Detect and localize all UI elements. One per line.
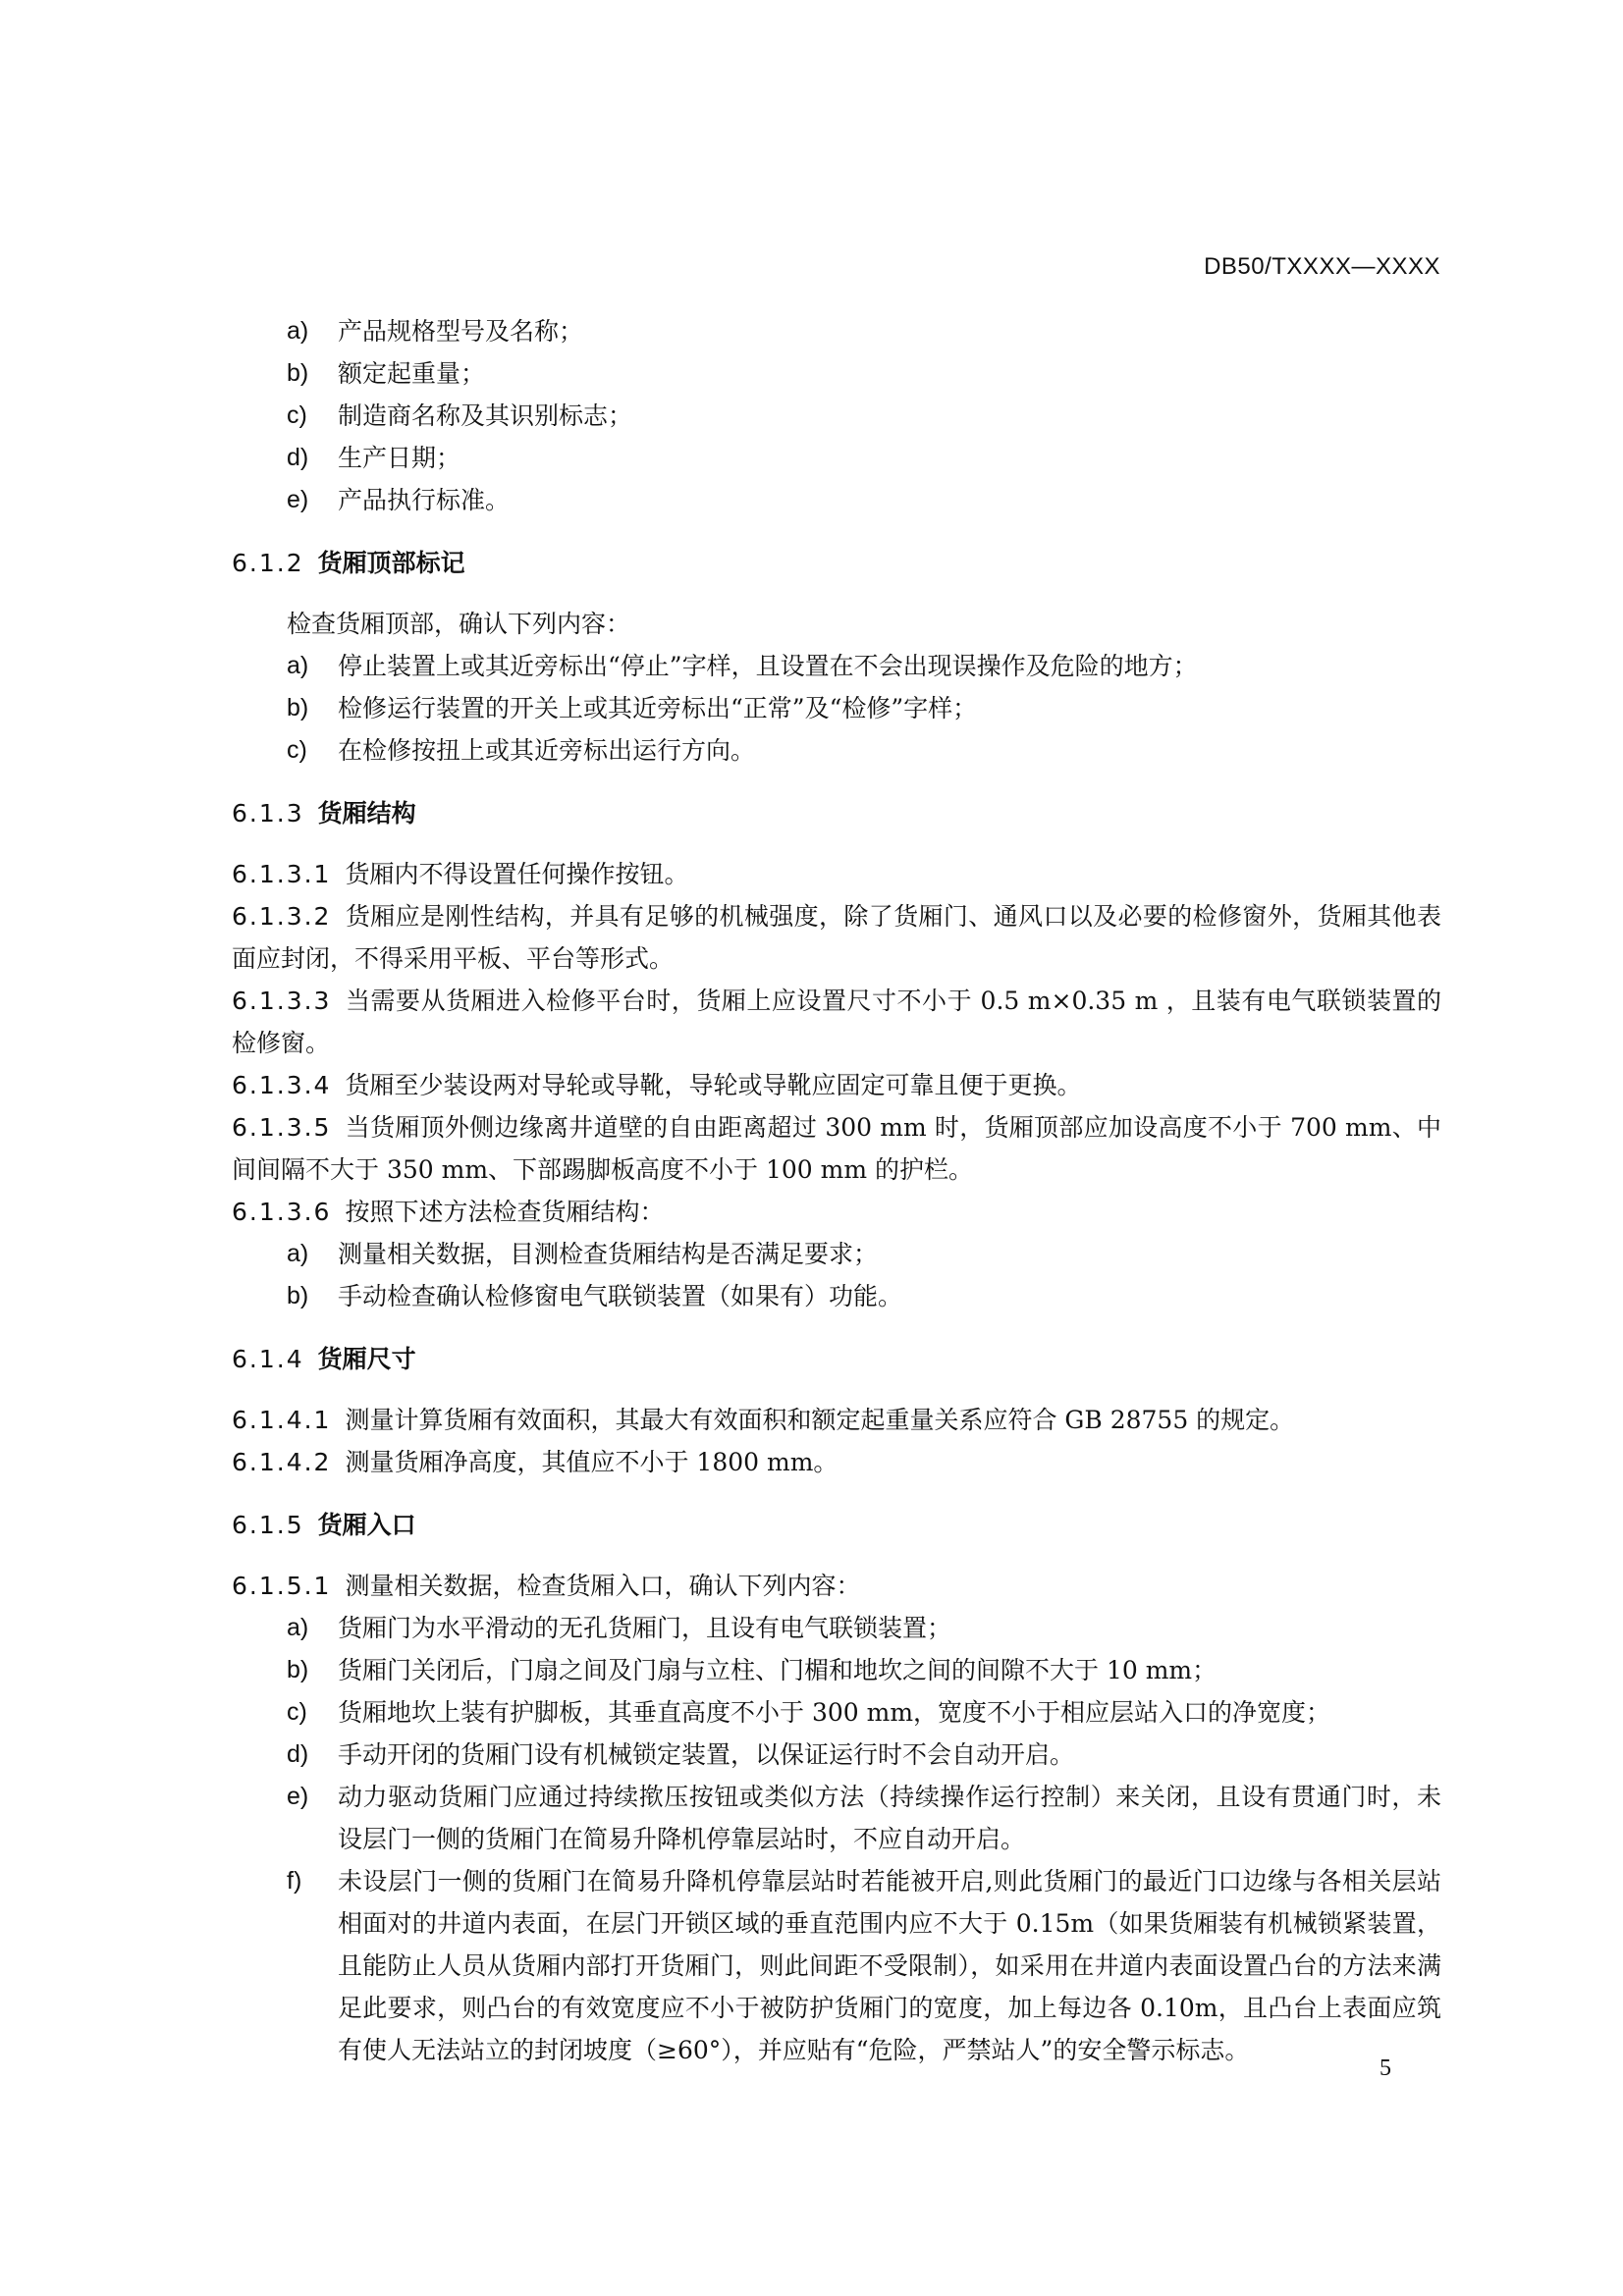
list-item-text: 货厢地坎上装有护脚板，其垂直高度不小于 300 mm，宽度不小于相应层站入口的净宽度； xyxy=(338,1698,1331,1727)
list-item xyxy=(232,437,1441,479)
clause-text: 当货厢顶外侧边缘离井道壁的自由距离超过 300 mm 时，货厢顶部应加设高度不小于 700 mm、中间间隔不大于 350 mm、下部踢脚板高度不小于 100 mm 的护栏。 xyxy=(232,1113,1441,1184)
clause-number: 6.1.4.1 xyxy=(232,1406,332,1434)
list-item-text: 停止装置上或其近旁标出“停止”字样，且设置在不会出现误操作及危险的地方； xyxy=(338,652,1198,680)
clause-text: 货厢应是刚性结构，并具有足够的机械强度，除了货厢门、通风口以及必要的检修窗外，货厢其他表面应封闭，不得采用平板、平台等形式。 xyxy=(232,902,1441,973)
clause-number: 6.1.3.2 xyxy=(232,902,332,931)
section-number: 6.1.5 xyxy=(232,1511,304,1539)
clause-text: 当需要从货厢进入检修平台时，货厢上应设置尺寸不小于 0.5 m×0.35 m ，且装有电气联锁装置的检修窗。 xyxy=(232,987,1441,1057)
list-item xyxy=(232,729,1441,772)
clause-number: 6.1.3.1 xyxy=(232,860,332,888)
list-marker: f) xyxy=(287,1867,302,1895)
list-marker: a) xyxy=(287,1614,309,1641)
clause-text: 测量计算货厢有效面积，其最大有效面积和额定起重量关系应符合 GB 28755 的规定。 xyxy=(345,1406,1295,1434)
list-item-text: 未设层门一侧的货厢门在简易升降机停靠层站时若能被开启,则此货厢门的最近门口边缘与各相关层站相面对的井道内表面，在层门开锁区域的垂直范围内应不大于 0.15m（如果货厢装有机械锁紧装置，且能防止人员从货厢内部打开货厢门，则此间距不受限制），如采用在井道内表面设置凸台的方法来满足此要求，则凸台的有效宽度应不小于被防护货厢门的宽度，加上每边各 0.10m，且凸台上表面应筑有使人无法站立的封闭坡度（≥60°），并应贴有“危险，严禁站人”的安全警示标志。 xyxy=(338,1867,1441,2064)
section-heading-6-1-5 xyxy=(232,1504,1441,1546)
list-marker: a) xyxy=(287,1240,309,1267)
list-marker: d) xyxy=(287,444,309,471)
list-item-text: 产品规格型号及名称； xyxy=(338,317,584,346)
list-item-text: 货厢门关闭后，门扇之间及门扇与立柱、门楣和地坎之间的间隙不大于 10 mm； xyxy=(338,1656,1217,1684)
list-item xyxy=(232,479,1441,521)
section-number: 6.1.2 xyxy=(232,549,304,577)
list-item xyxy=(232,352,1441,395)
list-item xyxy=(232,395,1441,437)
section-title: 货厢入口 xyxy=(317,1511,416,1539)
clause xyxy=(232,1399,1441,1441)
list-marker: b) xyxy=(287,694,309,721)
list-marker: c) xyxy=(287,401,307,429)
section-title: 货厢顶部标记 xyxy=(317,549,465,577)
section-number: 6.1.4 xyxy=(232,1345,304,1373)
list-marker: b) xyxy=(287,1656,309,1683)
list-item-text: 动力驱动货厢门应通过持续揿压按钮或类似方法（持续操作运行控制）来关闭，且设有贯通门时，未设层门一侧的货厢门在简易升降机停靠层站时，不应自动开启。 xyxy=(338,1783,1441,1853)
document-body xyxy=(232,310,1441,2071)
list-marker: a) xyxy=(287,652,309,679)
section-title: 货厢结构 xyxy=(317,799,416,828)
clause-number: 6.1.3.5 xyxy=(232,1113,332,1142)
list-item xyxy=(232,1275,1441,1317)
list-item xyxy=(232,1860,1441,2071)
list-item xyxy=(232,645,1441,687)
list-item-text: 额定起重量； xyxy=(338,359,486,388)
section-heading-6-1-2 xyxy=(232,542,1441,584)
list-item-text: 产品执行标准。 xyxy=(338,486,511,514)
clause xyxy=(232,1565,1441,1607)
list-item-text: 手动开闭的货厢门设有机械锁定装置，以保证运行时不会自动开启。 xyxy=(338,1740,1075,1769)
list-marker: b) xyxy=(287,1282,309,1309)
section-title: 货厢尺寸 xyxy=(317,1345,416,1373)
list-item-text: 手动检查确认检修窗电气联锁装置（如果有）功能。 xyxy=(338,1282,903,1310)
list-item-text: 生产日期； xyxy=(338,444,461,472)
list-item-text: 制造商名称及其识别标志； xyxy=(338,401,633,430)
page-number: 5 xyxy=(1380,2056,1391,2081)
clause-number: 6.1.3.4 xyxy=(232,1071,332,1099)
list-item xyxy=(232,1776,1441,1860)
list-marker: c) xyxy=(287,1698,307,1726)
clause xyxy=(232,1106,1441,1191)
clause xyxy=(232,895,1441,980)
clause-text: 货厢内不得设置任何操作按钮。 xyxy=(345,860,689,888)
section-intro: 检查货厢顶部，确认下列内容： xyxy=(287,610,631,638)
list-marker: c) xyxy=(287,736,307,764)
clause-number: 6.1.4.2 xyxy=(232,1448,332,1476)
list-item-text: 货厢门为水平滑动的无孔货厢门，且设有电气联锁装置； xyxy=(338,1614,952,1642)
product-marking-list xyxy=(232,310,1441,521)
clause xyxy=(232,1064,1441,1106)
list-item xyxy=(232,1649,1441,1691)
clause-text: 测量货厢净高度，其值应不小于 1800 mm。 xyxy=(345,1448,839,1476)
list-item-text: 测量相关数据，目测检查货厢结构是否满足要求； xyxy=(338,1240,879,1268)
clause-text: 按照下述方法检查货厢结构： xyxy=(345,1198,665,1226)
clause-number: 6.1.3.3 xyxy=(232,987,332,1015)
list-marker: d) xyxy=(287,1740,309,1768)
section-heading-6-1-3 xyxy=(232,792,1441,834)
list-item xyxy=(232,1233,1441,1275)
list-marker: a) xyxy=(287,317,309,345)
list-item-text: 检修运行装置的开关上或其近旁标出“正常”及“检修”字样； xyxy=(338,694,978,722)
clause-text: 测量相关数据，检查货厢入口，确认下列内容： xyxy=(345,1572,861,1600)
clause xyxy=(232,1191,1441,1233)
list-item xyxy=(232,1734,1441,1776)
document-code: DB50/TXXXX—XXXX xyxy=(1204,253,1440,280)
list-item xyxy=(232,1607,1441,1649)
list-item xyxy=(232,1691,1441,1734)
list-item xyxy=(232,310,1441,352)
list-marker: e) xyxy=(287,486,309,513)
section-number: 6.1.3 xyxy=(232,799,304,828)
clause xyxy=(232,1441,1441,1483)
list-item-text: 在检修按扭上或其近旁标出运行方向。 xyxy=(338,736,756,765)
list-item xyxy=(232,687,1441,729)
list-marker: b) xyxy=(287,359,309,387)
clause xyxy=(232,853,1441,895)
clause-text: 货厢至少装设两对导轮或导靴，导轮或导靴应固定可靠且便于更换。 xyxy=(345,1071,1082,1099)
section-heading-6-1-4 xyxy=(232,1338,1441,1380)
clause-number: 6.1.5.1 xyxy=(232,1572,332,1600)
clause-number: 6.1.3.6 xyxy=(232,1198,332,1226)
clause xyxy=(232,980,1441,1064)
list-marker: e) xyxy=(287,1783,309,1810)
